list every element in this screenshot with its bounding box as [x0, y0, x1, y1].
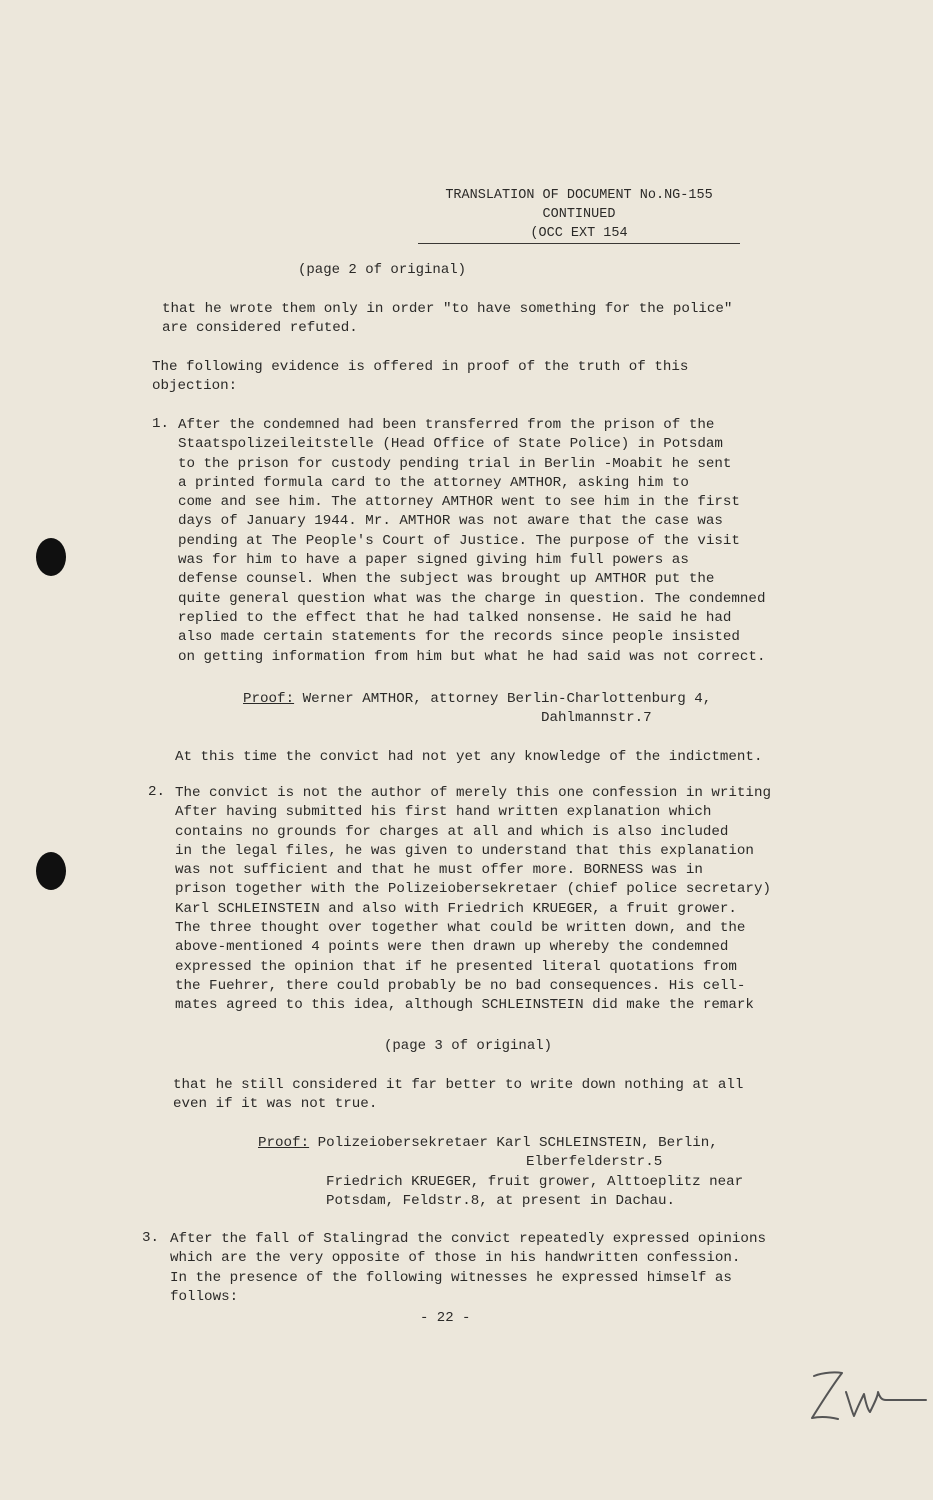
text-line: After the condemned had been transferred from the prison of the	[178, 417, 715, 433]
text-line: replied to the effect that he had talked nonsense. He said he had	[178, 609, 732, 626]
text-line: pending at The People's Court of Justice. The purpose of the visit	[178, 532, 740, 549]
text-line: In the presence of the following witnesses he expressed himself as	[170, 1269, 732, 1286]
item-1-number: 1.	[152, 416, 170, 432]
text-line: objection:	[152, 378, 238, 395]
heading-title: TRANSLATION OF DOCUMENT No.NG-155	[445, 188, 713, 203]
text-line: also made certain statements for the records since people insisted	[178, 629, 740, 646]
text-line: The convict is not the author of merely this one confession in writing	[175, 785, 771, 801]
text-line: was not sufficient and that he must offer more. BORNESS was in	[175, 862, 703, 879]
item-1-closing: At this time the convict had not yet any knowledge of the indictment.	[175, 749, 763, 765]
page-2-marker: (page 2 of original)	[298, 262, 467, 278]
text-line: even if it was not true.	[173, 1096, 378, 1113]
text-line: Karl SCHLEINSTEIN and also with Friedrich KRUEGER, a fruit grower.	[175, 900, 737, 917]
item-2-proof	[258, 1134, 743, 1211]
text-line: that he wrote them only in order "to have something for the police"	[162, 301, 733, 317]
item-2-number: 2.	[148, 784, 166, 800]
text-line: After the fall of Stalingrad the convict repeatedly expressed opinions	[170, 1231, 766, 1247]
text-line: days of January 1944. Mr. AMTHOR was not aware that the case was	[178, 513, 723, 530]
text-line: After having submitted his first hand written explanation which	[175, 804, 712, 821]
text-line: The following evidence is offered in proof of the truth of this	[152, 359, 689, 375]
text-line: above-mentioned 4 points were then drawn up whereby the condemned	[175, 939, 729, 956]
text-line: quite general question what was the charge in question. The condemned	[178, 590, 766, 607]
item-1-paragraph	[178, 416, 765, 667]
proof-text: Potsdam, Feldstr.8, at present in Dachau.	[326, 1192, 676, 1209]
proof-label: Proof:	[243, 691, 295, 707]
punch-hole	[36, 538, 66, 576]
heading-continued: CONTINUED	[542, 207, 616, 222]
text-line: contains no grounds for charges at all and which is also included	[175, 823, 729, 840]
intro-paragraph	[162, 300, 732, 339]
item-3-paragraph	[170, 1230, 766, 1307]
text-line: Staatspolizeileitstelle (Head Office of State Police) in Potsdam	[178, 436, 723, 453]
proof-text: Polizeiobersekretaer Karl SCHLEINSTEIN, Berlin,	[317, 1135, 718, 1151]
proof-text: Werner AMTHOR, attorney Berlin-Charlottenburg 4,	[302, 691, 712, 707]
punch-hole	[36, 852, 66, 890]
proof-text: Dahlmannstr.7	[541, 710, 652, 727]
text-line: follows:	[170, 1288, 239, 1305]
text-line: the Fuehrer, there could probably be no bad consequences. His cell-	[175, 977, 746, 994]
text-line: a printed formula card to the attorney AMTHOR, asking him to	[178, 474, 689, 491]
proof-text: Elberfelderstr.5	[526, 1154, 663, 1171]
evidence-intro-paragraph	[152, 358, 688, 397]
item-1-proof	[243, 690, 711, 729]
text-line: was for him to have a paper signed giving him full powers as	[178, 552, 689, 569]
text-line: that he still considered it far better to write down nothing at all	[173, 1077, 744, 1093]
heading-reference: (OCC EXT 154	[418, 224, 740, 244]
text-line: come and see him. The attorney AMTHOR went to see him in the first	[178, 494, 740, 511]
page-number: - 22 -	[420, 1310, 471, 1326]
text-line: prison together with the Polizeiobersekretaer (chief police secretary)	[175, 881, 771, 898]
text-line: defense counsel. When the subject was brought up AMTHOR put the	[178, 571, 715, 588]
text-line: are considered refuted.	[162, 320, 358, 337]
text-line: to the prison for custody pending trial in Berlin -Moabit he sent	[178, 455, 732, 472]
proof-label: Proof:	[258, 1135, 310, 1151]
page-3-marker: (page 3 of original)	[384, 1038, 553, 1054]
text-line: expressed the opinion that if he presented literal quotations from	[175, 958, 737, 975]
item-2-paragraph	[175, 784, 771, 1016]
text-line: mates agreed to this idea, although SCHLEINSTEIN did make the remark	[175, 997, 754, 1014]
document-heading	[418, 186, 740, 244]
proof-text: Friedrich KRUEGER, fruit grower, Alttoeplitz near	[326, 1173, 744, 1190]
text-line: which are the very opposite of those in his handwritten confession.	[170, 1250, 741, 1267]
text-line: The three thought over together what could be written down, and the	[175, 920, 746, 937]
text-line: on getting information from him but what he had said was not correct.	[178, 648, 766, 665]
item-2-continued	[173, 1076, 743, 1115]
text-line: in the legal files, he was given to understand that this explanation	[175, 842, 754, 859]
handwritten-initials	[806, 1364, 930, 1434]
item-3-number: 3.	[142, 1230, 160, 1246]
